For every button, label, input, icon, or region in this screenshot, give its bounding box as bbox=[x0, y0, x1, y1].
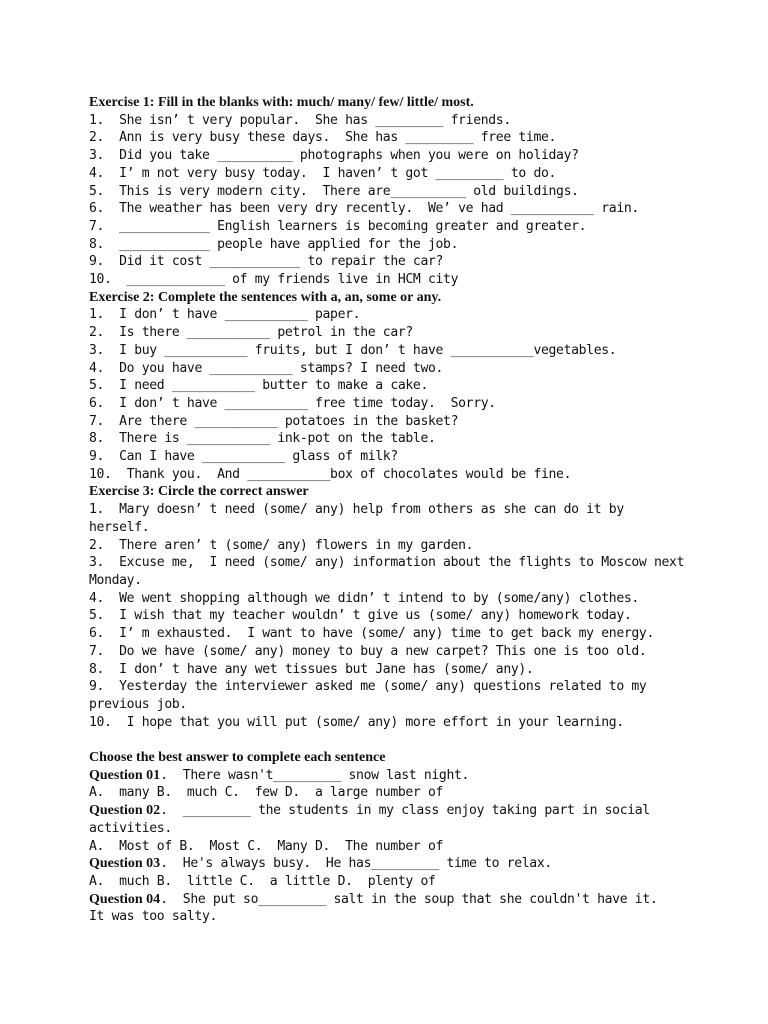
question-text: . He's always busy. He has_________ time to relax. bbox=[160, 856, 552, 872]
exercise-1-item: 1. She isn’ t very popular. She has _________ friends. bbox=[89, 112, 511, 128]
exercise-3-line: 3. Excuse me, I need (some/ any) information about the flights to Moscow next bbox=[89, 555, 685, 571]
exercise-1-item: 5. This is very modern city. There are__________ old buildings. bbox=[89, 183, 579, 199]
exercise-3-line: herself. bbox=[89, 519, 150, 535]
exercise-2-heading: Exercise 2: Complete the sentences with a, an, some or any. bbox=[89, 289, 442, 305]
exercise-3-line: 10. I hope that you will put (some/ any) more effort in your learning. bbox=[89, 714, 624, 730]
exercise-2-item: 4. Do you have ___________ stamps? I need two. bbox=[89, 360, 444, 376]
exercise-2-item: 6. I don’ t have ___________ free time today. Sorry. bbox=[89, 395, 496, 411]
exercise-2-item: 8. There is ___________ ink-pot on the table. bbox=[89, 431, 436, 447]
question-text: . There wasn't_________ snow last night. bbox=[160, 767, 470, 783]
exercise-4-heading: Choose the best answer to complete each sentence bbox=[89, 750, 386, 765]
question-01-options: A. many B. much C. few D. a large number of bbox=[89, 785, 444, 801]
question-label: Question 02 bbox=[89, 803, 161, 819]
exercise-2-item: 10. Thank you. And ___________box of chocolates would be fine. bbox=[89, 466, 572, 482]
exercise-3-line: 4. We went shopping although we didn’ t intend to by (some/any) clothes. bbox=[89, 590, 639, 606]
question-text: . She put so_________ salt in the soup that she couldn't have it. bbox=[160, 891, 658, 907]
exercise-1-item: 4. I’ m not very busy today. I haven’ t got _________ to do. bbox=[89, 165, 557, 181]
exercise-2-item: 9. Can I have ___________ glass of milk? bbox=[89, 449, 398, 465]
exercise-2-item: 3. I buy ___________ fruits, but I don’ t have ___________vegetables. bbox=[89, 342, 617, 358]
exercise-2-item: 5. I need ___________ butter to make a cake. bbox=[89, 378, 428, 394]
question-text: . _________ the students in my class enjoy taking part in social bbox=[160, 803, 650, 819]
question-04 bbox=[89, 891, 728, 909]
exercise-1-item: 10. _____________ of my friends live in HCM city bbox=[89, 272, 459, 288]
exercise-3-line: 5. I wish that my teacher wouldn’ t give us (some/ any) homework today. bbox=[89, 608, 632, 624]
exercise-3-line: 2. There aren’ t (some/ any) flowers in my garden. bbox=[89, 537, 474, 553]
exercise-1-heading: Exercise 1: Fill in the blanks with: much/ many/ few/ little/ most. bbox=[89, 95, 474, 110]
exercise-1-item: 3. Did you take __________ photographs when you were on holiday? bbox=[89, 148, 579, 164]
exercise-2-item: 1. I don’ t have ___________ paper. bbox=[89, 307, 361, 323]
question-label: Question 01 bbox=[89, 767, 161, 783]
exercise-3-line: 6. I’ m exhausted. I want to have (some/ any) time to get back my energy. bbox=[89, 626, 654, 642]
exercise-1-item: 6. The weather has been very dry recently. We’ ve had ___________ rain. bbox=[89, 201, 639, 217]
section-spacer bbox=[89, 731, 728, 749]
question-label: Question 04 bbox=[89, 891, 161, 907]
exercise-1-item: 7. ____________ English learners is becoming greater and greater. bbox=[89, 218, 587, 234]
question-02-options: A. Most of B. Most C. Many D. The number of bbox=[89, 838, 444, 854]
exercise-1-item: 9. Did it cost ____________ to repair the car? bbox=[89, 254, 444, 270]
question-03 bbox=[89, 855, 728, 873]
exercise-3-line: previous job. bbox=[89, 696, 187, 712]
exercise-3-heading: Exercise 3: Circle the correct answer bbox=[89, 484, 309, 500]
exercise-2-item: 7. Are there ___________ potatoes in the basket? bbox=[89, 413, 459, 429]
exercise-3-line: 8. I don’ t have any wet tissues but Jane has (some/ any). bbox=[89, 661, 534, 677]
question-01 bbox=[89, 767, 728, 785]
exercise-1-item: 2. Ann is very busy these days. She has _________ free time. bbox=[89, 130, 557, 146]
question-02 bbox=[89, 802, 728, 820]
exercise-3-line: Monday. bbox=[89, 572, 142, 588]
exercise-2-item: 2. Is there ___________ petrol in the car? bbox=[89, 325, 413, 341]
exercise-3-line: 7. Do we have (some/ any) money to buy a new carpet? This one is too old. bbox=[89, 643, 647, 659]
exercise-1-item: 8. ____________ people have applied for the job. bbox=[89, 236, 459, 252]
question-02-continuation: activities. bbox=[89, 820, 172, 836]
question-03-options: A. much B. little C. a little D. plenty of bbox=[89, 873, 436, 889]
exercise-3-line: 1. Mary doesn’ t need (some/ any) help from others as she can do it by bbox=[89, 502, 624, 518]
question-label: Question 03 bbox=[89, 856, 161, 872]
question-04-continuation: It was too salty. bbox=[89, 909, 218, 925]
exercise-3-line: 9. Yesterday the interviewer asked me (some/ any) questions related to my bbox=[89, 679, 647, 695]
